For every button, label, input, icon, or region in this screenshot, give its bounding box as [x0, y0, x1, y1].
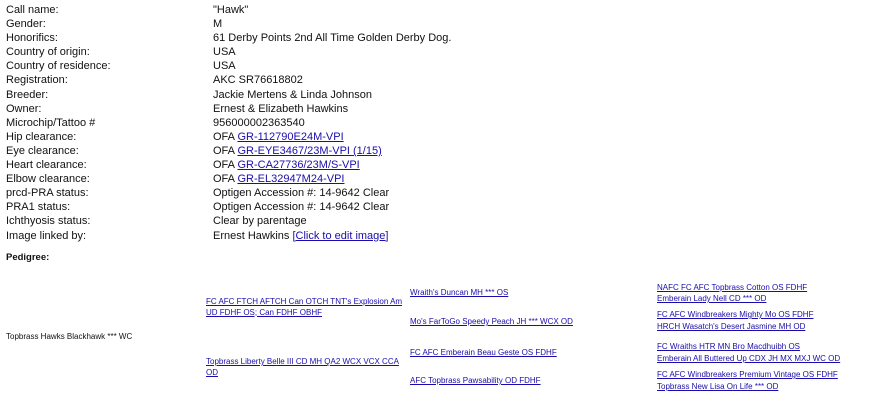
field-image-linked-by — [6, 229, 451, 243]
pedigree-great-grandparent[interactable]: HRCH Wasatch's Desert Jasmine MH OD — [657, 322, 806, 331]
field-label: Breeder: — [6, 88, 49, 101]
field-value: Ernest & Elizabeth Hawkins — [213, 102, 349, 115]
field-pra1-status — [6, 200, 451, 214]
field-label: PRA1 status: — [6, 201, 71, 214]
pedigree-great-grandparent[interactable]: Emberain Lady Nell CD *** OD — [657, 294, 767, 303]
field-value: 956000002363540 — [213, 116, 305, 129]
field-label: Elbow clearance: — [6, 173, 90, 186]
elbow-clearance-link[interactable]: GR-EL32947M24-VPI — [237, 173, 345, 186]
field-microchip — [6, 116, 451, 130]
field-value — [213, 144, 382, 158]
field-country-of-origin — [6, 45, 451, 59]
pedigree-great-grandparent[interactable]: FC AFC Windbreakers Premium Vintage OS FDHF — [657, 370, 838, 379]
field-honorifics — [6, 31, 451, 45]
field-value: Optigen Accession #: 14-9642 Clear — [213, 187, 390, 200]
pedigree-great-grandparent[interactable]: NAFC FC AFC Topbrass Cotton OS FDHF — [657, 283, 808, 292]
field-value: Jackie Mertens & Linda Johnson — [213, 88, 372, 101]
field-value — [213, 172, 344, 186]
field-value — [213, 229, 388, 243]
field-label: Hip clearance: — [6, 130, 77, 143]
clearance-prefix: OFA — [213, 159, 238, 172]
field-label: Country of origin: — [6, 46, 90, 59]
clearance-prefix: OFA — [213, 144, 238, 157]
field-value — [213, 158, 360, 172]
pedigree-sire[interactable]: FC AFC FTCH AFTCH Can OTCH TNT's Explosion Am UD FDHF OS; Can FDHF OBHF — [206, 297, 403, 317]
field-label: Owner: — [6, 102, 42, 115]
field-label: Heart clearance: — [6, 159, 87, 172]
field-label: prcd-PRA status: — [6, 187, 89, 200]
field-value: Optigen Accession #: 14-9642 Clear — [213, 201, 390, 214]
field-label: Honorifics: — [6, 32, 58, 45]
field-label: Country of residence: — [6, 60, 111, 73]
field-label: Microchip/Tattoo # — [6, 116, 96, 129]
field-label: Call name: — [6, 4, 59, 16]
field-label: Gender: — [6, 18, 46, 31]
field-eye-clearance — [6, 144, 451, 158]
field-value: AKC SR76618802 — [213, 74, 303, 87]
field-owner — [6, 102, 451, 116]
field-hip-clearance — [6, 130, 451, 144]
pedigree-subject: Topbrass Hawks Blackhawk *** WC — [6, 332, 133, 341]
field-registration — [6, 73, 451, 87]
field-ichthyosis-status — [6, 214, 451, 228]
hip-clearance-link[interactable]: GR-112790E24M-VPI — [237, 130, 344, 143]
pedigree-dam[interactable]: Topbrass Liberty Belle III CD MH QA2 WCX VCX CCA OD — [206, 357, 399, 377]
edit-image-link[interactable]: [Click to edit image] — [292, 229, 389, 242]
field-call-name — [6, 3, 451, 17]
pedigree-great-grandparent[interactable]: FC Wraiths HTR MN Bro Macdhuibh OS — [657, 342, 800, 351]
pedigree-great-grandparent[interactable]: Topbrass New Lisa On Life *** OD — [657, 382, 779, 391]
clearance-prefix: OFA — [213, 130, 238, 143]
field-breeder — [6, 88, 451, 102]
heart-clearance-link[interactable]: GR-CA27736/23M/S-VPI — [237, 159, 360, 172]
pedigree-grandparent[interactable]: Mo's FarToGo Speedy Peach JH *** WCX OD — [410, 317, 573, 326]
field-value: USA — [213, 60, 236, 73]
pedigree-great-grandparent[interactable]: FC AFC Windbreakers Mighty Mo OS FDHF — [657, 310, 814, 319]
field-value — [213, 130, 344, 144]
field-label: Eye clearance: — [6, 144, 79, 157]
dog-details — [6, 3, 451, 243]
pedigree-great-grandparent[interactable]: Emberain All Buttered Up CDX JH MX MXJ WC OD — [657, 354, 841, 363]
pedigree-grandparent[interactable]: AFC Topbrass Pawsability OD FDHF — [410, 376, 541, 385]
field-elbow-clearance — [6, 172, 451, 186]
eye-clearance-link[interactable]: GR-EYE3467/23M-VPI (1/15) — [237, 144, 382, 157]
field-prcd-pra-status — [6, 186, 451, 200]
field-heart-clearance — [6, 158, 451, 172]
field-value: USA — [213, 46, 236, 59]
field-value: Clear by parentage — [213, 215, 307, 228]
field-country-of-residence — [6, 59, 451, 73]
pedigree-heading: Pedigree: — [6, 252, 50, 263]
field-value: "Hawk" — [213, 4, 249, 16]
field-label: Ichthyosis status: — [6, 215, 91, 228]
field-gender — [6, 17, 451, 31]
pedigree-grandparent[interactable]: FC AFC Emberain Beau Geste OS FDHF — [410, 348, 557, 357]
pedigree-grandparent[interactable]: Wraith's Duncan MH *** OS — [410, 288, 509, 297]
image-linker-name: Ernest Hawkins — [213, 229, 293, 242]
field-label: Image linked by: — [6, 229, 87, 242]
field-label: Registration: — [6, 74, 68, 87]
clearance-prefix: OFA — [213, 173, 238, 186]
field-value: 61 Derby Points 2nd All Time Golden Derby Dog. — [213, 32, 452, 45]
field-value: M — [213, 18, 223, 31]
